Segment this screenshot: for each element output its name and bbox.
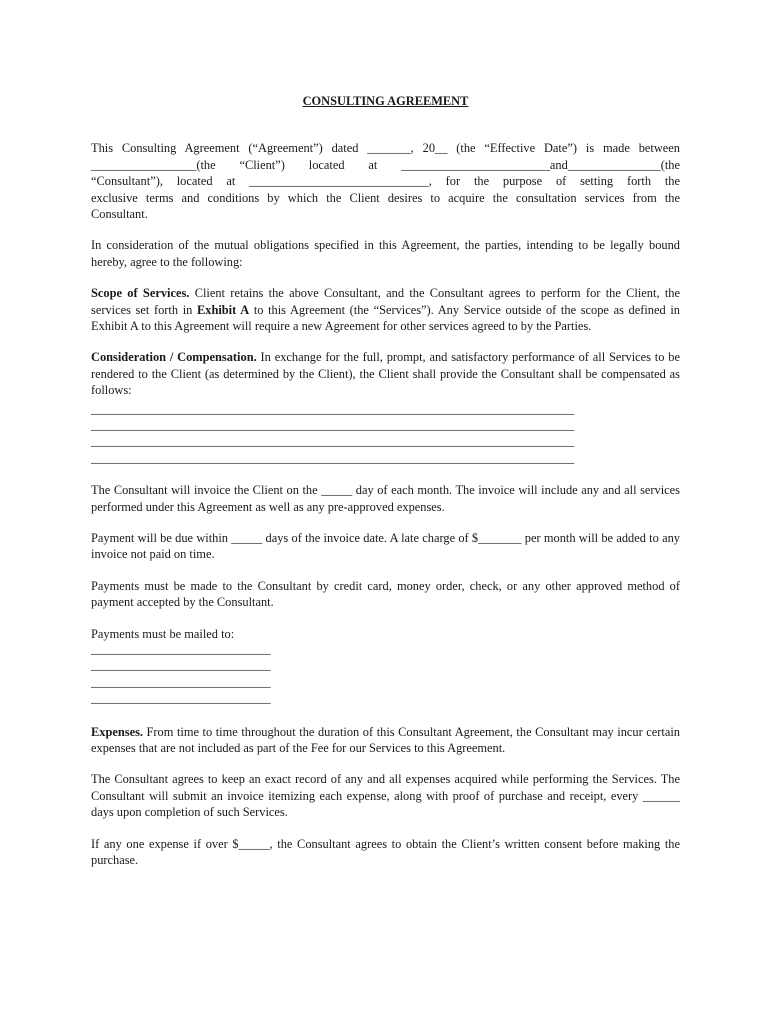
- expenses-text: From time to time throughout the duration of this Consultant Agreement, the Consultant may incur certain expenses that are not included as part of the Fee for our Services to this Agreement.: [91, 724, 680, 756]
- consideration-paragraph: In consideration of the mutual obligations specified in this Agreement, the parties, intending to be legally bound hereby, agree to the following:: [91, 238, 680, 269]
- expense-consent-paragraph: If any one expense if over $_____, the Consultant agrees to obtain the Client’s written consent before making the purchase.: [91, 836, 680, 868]
- compensation-blank-lines: [91, 401, 680, 467]
- intro-line: Consultant.: [91, 207, 148, 222]
- scope-text-continued: to this Agreement (the “Services”). Any Service outside of the scope as defined in Exhibit A to this Agreement will require a new Agreement for other services agreed to by the Parties.: [91, 302, 680, 334]
- document-title: CONSULTING AGREEMENT: [302, 94, 469, 108]
- blank-line: ______________________________________________________________________________: [91, 401, 575, 416]
- scope-heading: Scope of Services.: [91, 286, 190, 301]
- compensation-paragraph: [91, 349, 680, 398]
- document-body: [91, 93, 680, 884]
- mail-line: _____________________________: [91, 691, 271, 706]
- intro-line: exclusive terms and conditions by which the Client desires to acquire the consultation services from the: [91, 190, 680, 205]
- intro-line: This Consulting Agreement (“Agreement”) dated _______, 20__ (the “Effective Date”) is made between: [91, 141, 680, 156]
- expenses-heading: Expenses.: [91, 724, 143, 739]
- expense-record-paragraph: The Consultant agrees to keep an exact record of any and all expenses acquired while performing the Services. The Consultant will submit an invoice itemizing each expense, along with proof of purchase and receipt, every ______ days upon completion of such Services.: [91, 772, 680, 820]
- blank-line: ______________________________________________________________________________: [91, 434, 575, 449]
- mail-address-lines: [91, 641, 680, 707]
- blank-line: ______________________________________________________________________________: [91, 418, 575, 433]
- mail-line: _____________________________: [91, 658, 271, 673]
- mail-label: Payments must be mailed to:: [91, 626, 235, 641]
- compensation-heading: Consideration / Compensation.: [91, 350, 257, 365]
- scope-of-services-paragraph: [91, 285, 680, 334]
- intro-paragraph: [91, 140, 680, 222]
- expenses-paragraph: [91, 724, 680, 757]
- exhibit-a-reference: Exhibit A: [197, 302, 250, 317]
- payment-due-paragraph: Payment will be due within _____ days of the invoice date. A late charge of $_______ per month will be added to any invoice not paid on time.: [91, 531, 680, 562]
- compensation-text: In exchange for the full, prompt, and satisfactory performance of all Services to be rendered to the Client (as determined by the Client), the Client shall provide the Consultant shall be compensated as follows:: [91, 350, 680, 398]
- intro-line: _________________(the “Client”) located at ________________________and_______________(the: [91, 157, 680, 172]
- blank-line: ______________________________________________________________________________: [91, 450, 575, 465]
- mail-line: _____________________________: [91, 674, 271, 689]
- scope-text: Client retains the above Consultant, and the Consultant agrees to perform for the Client, the services set forth in: [91, 286, 680, 317]
- payment-method-paragraph: Payments must be made to the Consultant by credit card, money order, check, or any other approved method of payment accepted by the Consultant.: [91, 578, 680, 610]
- intro-line: “Consultant”), located at _____________________________, for the purpose of setting forth the: [91, 174, 680, 189]
- mail-line: _____________________________: [91, 642, 271, 657]
- invoice-paragraph: The Consultant will invoice the Client on the _____ day of each month. The invoice will include any and all services performed under this Agreement as well as any pre-approved expenses.: [91, 483, 680, 514]
